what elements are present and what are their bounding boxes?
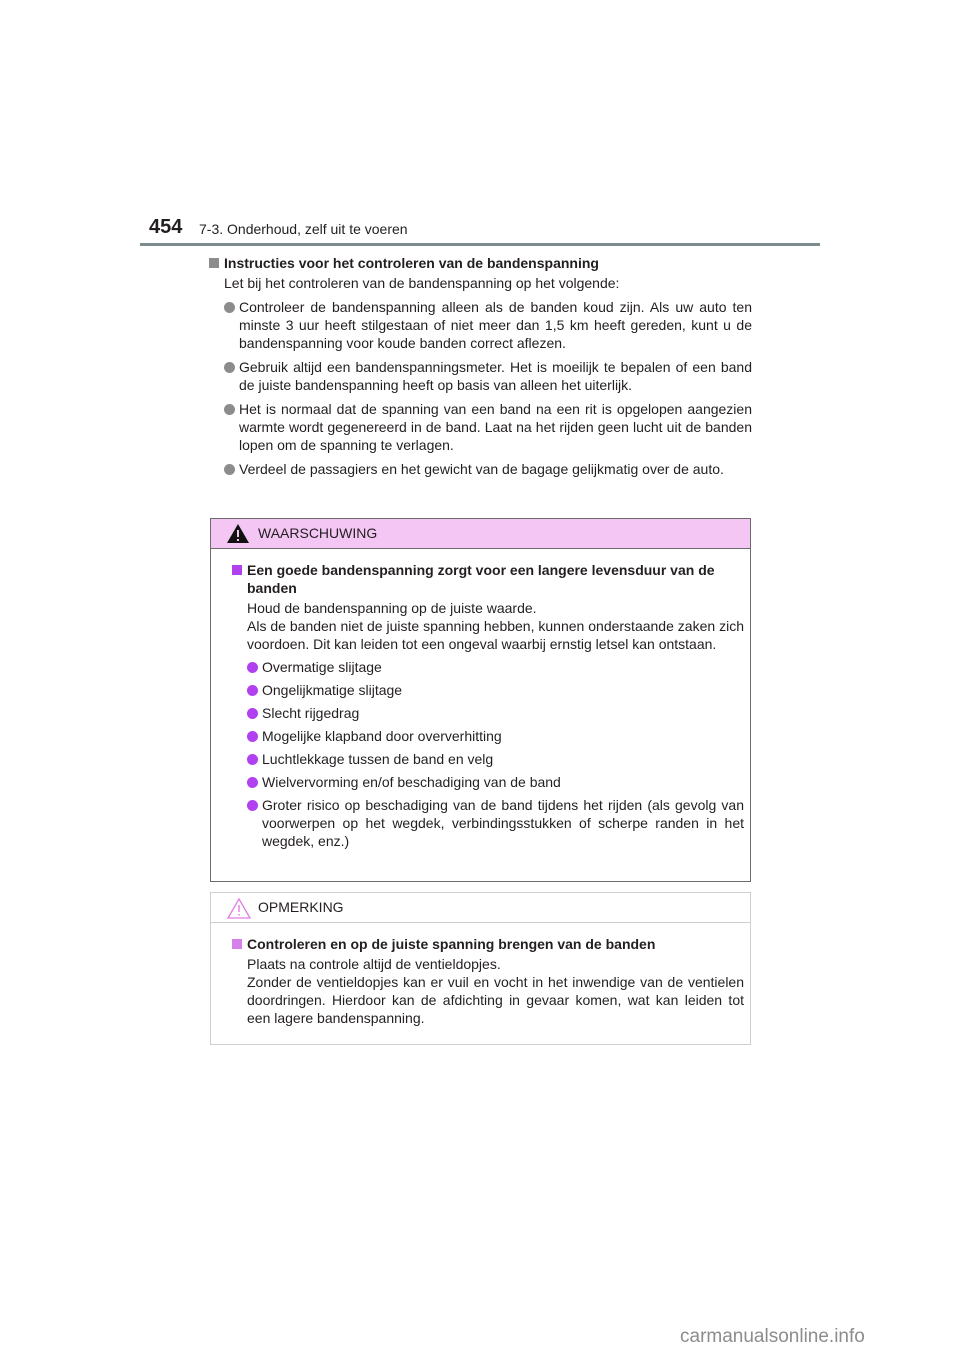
- page-number: 454: [149, 216, 183, 238]
- bullet-icon: [247, 731, 258, 742]
- bullet-icon: [247, 685, 258, 696]
- warning-header: [211, 519, 750, 549]
- list-item: Luchtlekkage tussen de band en velg: [247, 750, 744, 768]
- watermark: carmanualsonline.info: [680, 1326, 865, 1347]
- caution-triangle-icon: [227, 898, 251, 924]
- list-item: Gebruik altijd een bandenspanningsmeter. Het is moeilijk te bepalen of een band de juiste bandenspanning heeft op basis van alleen het uiterlijk.: [224, 358, 752, 394]
- bullet-icon: [247, 754, 258, 765]
- note-box: [210, 892, 751, 1045]
- list-item: Het is normaal dat de spanning van een band na een rit is opgelopen aangezien warmte wordt gegenereerd in de band. Laat na het rijden geen lucht uit de banden lopen om de spanning te verlagen.: [224, 400, 752, 454]
- list-item: Mogelijke klapband door oververhitting: [247, 727, 744, 745]
- bullet-icon: [224, 464, 235, 475]
- note-header: [211, 893, 750, 923]
- instructions-intro: Let bij het controleren van de bandenspanning op het volgende:: [224, 275, 620, 291]
- warning-text-2: Als de banden niet de juiste spanning hebben, kunnen onderstaande zaken zich voordoen. Dit kan leiden tot een ongeval waarbij ernstig letsel kan ontstaan.: [247, 618, 744, 652]
- list-item: Wielvervorming en/of beschadiging van de band: [247, 773, 744, 791]
- list-item: Overmatige slijtage: [247, 658, 744, 676]
- square-marker-icon: [209, 258, 219, 268]
- note-text-2: Zonder de ventieldopjes kan er vuil en vocht in het inwendige van de ventielen doordringen. Hierdoor kan de afdichting in gevaar komen, wat kan leiden tot een lagere bandenspanning.: [247, 974, 744, 1026]
- bullet-icon: [247, 777, 258, 788]
- bullet-icon: [224, 302, 235, 313]
- note-heading: Controleren en op de juiste spanning brengen van de banden: [232, 935, 744, 953]
- instructions-heading: Instructies voor het controleren van de bandenspanning: [209, 254, 752, 272]
- warning-label: WAARSCHUWING: [258, 525, 378, 541]
- note-text-1: Plaats na controle altijd de ventieldopjes.: [247, 956, 501, 972]
- warning-triangle-icon: [227, 524, 249, 548]
- list-item: Groter risico op beschadiging van de band tijdens het rijden (als gevolg van voorwerpen op het wegdek, verbindingsstukken of scherpe randen in het wegdek, enz.): [247, 796, 744, 850]
- bullet-icon: [224, 404, 235, 415]
- list-item: Slecht rijgedrag: [247, 704, 744, 722]
- bullet-icon: [247, 662, 258, 673]
- warning-heading: Een goede bandenspanning zorgt voor een langere levensduur van de banden: [232, 561, 744, 597]
- list-item: Controleer de bandenspanning alleen als de banden koud zijn. Als uw auto ten minste 3 uur heeft stilgestaan of niet meer dan 1,5 km heeft gereden, kunt u de bandenspanning voor koude banden correct aflezen.: [224, 298, 752, 352]
- bullet-icon: [224, 362, 235, 373]
- instructions-section: [224, 254, 752, 478]
- page-header: [140, 214, 820, 244]
- section-title: 7-3. Onderhoud, zelf uit te voeren: [199, 221, 408, 237]
- note-label: OPMERKING: [258, 899, 344, 915]
- list-item: Ongelijkmatige slijtage: [247, 681, 744, 699]
- square-marker-icon: [232, 565, 242, 575]
- warning-text-1: Houd de bandenspanning op de juiste waarde.: [247, 600, 537, 616]
- header-divider: [140, 243, 820, 246]
- warning-box: [210, 518, 751, 882]
- list-item: Verdeel de passagiers en het gewicht van de bagage gelijkmatig over de auto.: [224, 460, 752, 478]
- bullet-icon: [247, 800, 258, 811]
- warning-body: [211, 549, 750, 864]
- bullet-icon: [247, 708, 258, 719]
- square-marker-icon: [232, 939, 242, 949]
- note-body: [211, 923, 750, 1041]
